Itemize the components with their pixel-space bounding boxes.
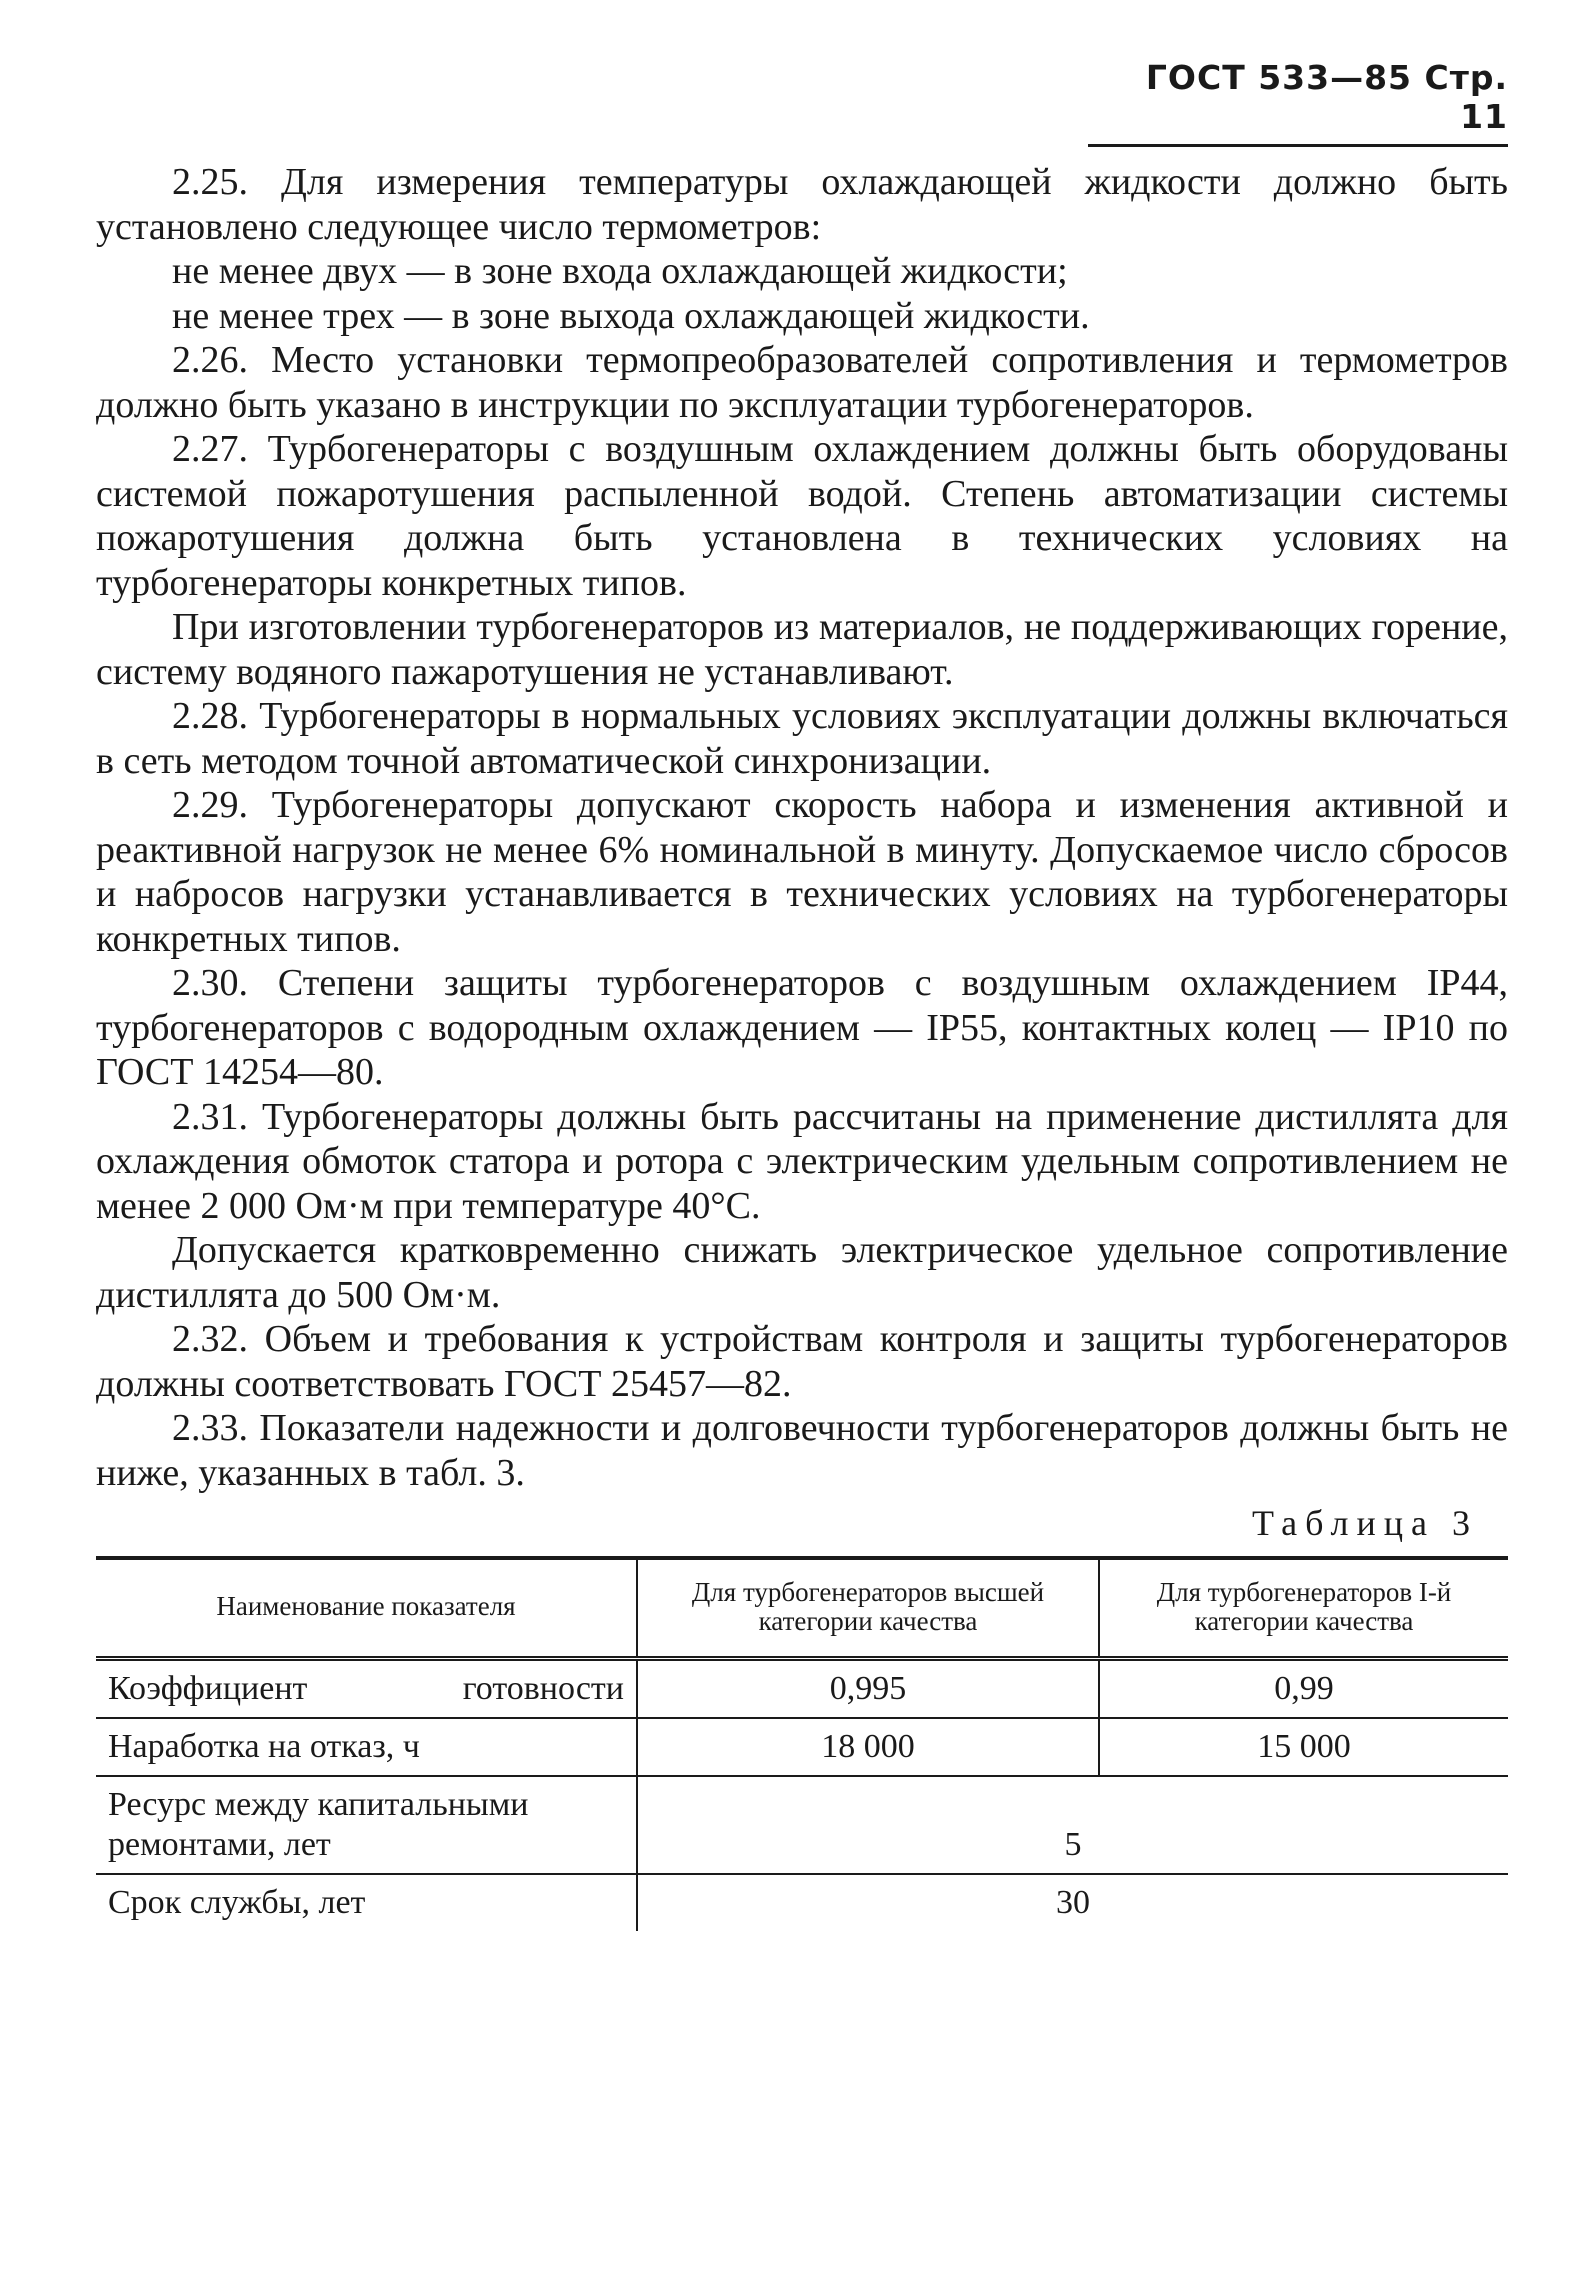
paragraph-2-28: 2.28. Турбогенераторы в нормальных условиях эксплуатации должны включаться в сеть методом точной автоматической синхронизации.: [96, 695, 1508, 782]
table-caption: Таблица 3: [1252, 1503, 1478, 1543]
header-indicator-name: Наименование показателя: [96, 1558, 637, 1659]
value-first-category: 0,99: [1099, 1658, 1508, 1718]
table-row: [96, 1658, 1508, 1718]
row-name-cell: [96, 1658, 637, 1718]
list-item-outlet: не менее трех — в зоне выхода охлаждающей жидкости.: [172, 294, 1090, 337]
row-name-part: готовности: [462, 1669, 624, 1707]
header-first-category: Для турбогенераторов I-й категории качества: [1099, 1558, 1508, 1659]
reliability-table: [96, 1556, 1508, 1931]
table-row: [96, 1718, 1508, 1776]
row-name-cell: Ресурс между капитальными ремонтами, лет: [96, 1776, 637, 1874]
paragraph-2-33: 2.33. Показатели надежности и долговечности турбогенераторов должны быть не ниже, указанных в табл. 3.: [96, 1407, 1508, 1494]
table-header-row: [96, 1558, 1508, 1659]
list-item-inlet: не менее двух — в зоне входа охлаждающей жидкости;: [172, 250, 1068, 292]
value-highest-category: 18 000: [637, 1718, 1099, 1776]
paragraph-2-25: 2.25. Для измерения температуры охлаждающей жидкости должно быть установлено следующее число термометров:: [96, 161, 1508, 248]
row-name-cell: Срок службы, лет: [108, 1883, 366, 1921]
value-merged: 30: [637, 1874, 1508, 1931]
value-merged: 5: [637, 1776, 1508, 1874]
header-highest-category: Для турбогенераторов высшей категории качества: [637, 1558, 1099, 1659]
document-body: [96, 160, 1508, 1931]
table-row: [96, 1874, 1508, 1931]
paragraph-2-26: 2.26. Место установки термопреобразователей сопротивления и термометров должно быть указано в инструкции по эксплуатации турбогенераторов.: [96, 339, 1508, 426]
page-header: ГОСТ 533—85 Стр. 11: [1088, 58, 1508, 147]
paragraph-2-31: 2.31. Турбогенераторы должны быть рассчитаны на применение дистиллята для охлаждения обмоток статора и ротора с электрическим удельным сопротивлением не менее 2 000 Ом·м при температуре 40°С.: [96, 1095, 1508, 1227]
paragraph-2-30: 2.30. Степени защиты турбогенераторов с воздушным охлаждением IP44, турбогенераторов с водородным охлаждением — IP55, контактных колец — IP10 по ГОСТ 14254—80.: [96, 962, 1508, 1093]
row-name-part: Коэффициент: [108, 1669, 308, 1707]
paragraph-2-31-note: Допускается кратковременно снижать электрическое удельное сопротивление дистиллята до 500 Ом·м.: [96, 1229, 1508, 1316]
paragraph-2-27: 2.27. Турбогенераторы с воздушным охлаждением должны быть оборудованы системой пожаротушения распыленной водой. Степень автоматизации системы пожаротушения должна быть установлена в технических условиях на турбогенераторы конкретных типов.: [96, 428, 1508, 604]
paragraph-2-27-note: При изготовлении турбогенераторов из материалов, не поддерживающих горение, систему водяного пажаротушения не устанавливают.: [96, 606, 1508, 693]
paragraph-2-32: 2.32. Объем и требования к устройствам контроля и защиты турбогенераторов должны соответствовать ГОСТ 25457—82.: [96, 1318, 1508, 1405]
value-highest-category: 0,995: [637, 1658, 1099, 1718]
paragraph-2-29: 2.29. Турбогенераторы допускают скорость набора и изменения активной и реактивной нагрузок не менее 6% номинальной в минуту. Допускаемое число сбросов и набросов нагрузки устанавливается в технических условиях на турбогенераторы конкретных типов.: [96, 784, 1508, 960]
row-name-cell: Наработка на отказ, ч: [96, 1718, 637, 1776]
value-first-category: 15 000: [1099, 1718, 1508, 1776]
table-row: [96, 1776, 1508, 1874]
